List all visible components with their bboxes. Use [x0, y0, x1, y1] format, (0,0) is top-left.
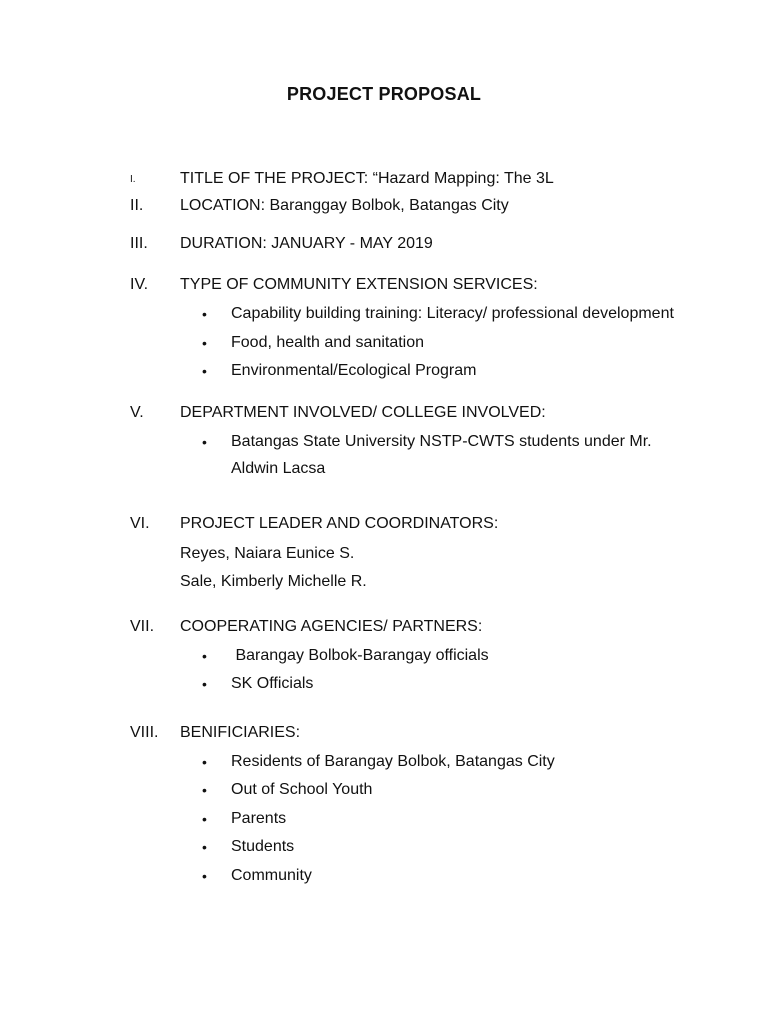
- bullet-marker: •: [202, 306, 207, 322]
- section-numeral-3: III.: [130, 235, 148, 252]
- section-heading-3: DURATION: JANUARY - MAY 2019: [180, 235, 433, 252]
- list-item: Food, health and sanitation: [231, 334, 425, 351]
- list-item: Batangas State University NSTP-CWTS students under Mr.: [231, 433, 652, 450]
- list-item: Capability building training: Literacy/ professional development: [231, 305, 674, 322]
- list-item: Parents: [231, 810, 287, 827]
- bullet-marker: •: [202, 868, 207, 884]
- list-item: Community: [231, 867, 312, 884]
- bullet-marker: •: [202, 839, 207, 855]
- list-item: Residents of Barangay Bolbok, Batangas City: [231, 753, 555, 770]
- bullet-marker: •: [202, 754, 207, 770]
- list-item: Barangay Bolbok-Barangay officials: [231, 647, 489, 664]
- bullet-marker: •: [202, 648, 207, 664]
- section-heading-5: DEPARTMENT INVOLVED/ COLLEGE INVOLVED:: [180, 404, 546, 421]
- section-heading-6: PROJECT LEADER AND COORDINATORS:: [180, 515, 499, 532]
- bullet-marker: •: [202, 811, 207, 827]
- bullet-marker: •: [202, 363, 207, 379]
- section-heading-1: TITLE OF THE PROJECT: “Hazard Mapping: The 3L: [180, 170, 554, 187]
- section-numeral-4: IV.: [130, 276, 149, 293]
- bullet-marker: •: [202, 676, 207, 692]
- section-numeral-1: I.: [130, 174, 136, 185]
- list-item: Environmental/Ecological Program: [231, 362, 477, 379]
- section-numeral-2: II.: [130, 197, 144, 214]
- section-heading-4: TYPE OF COMMUNITY EXTENSION SERVICES:: [180, 276, 538, 293]
- section-heading-7: COOPERATING AGENCIES/ PARTNERS:: [180, 618, 483, 635]
- bullet-marker: •: [202, 335, 207, 351]
- bullet-marker: •: [202, 434, 207, 450]
- list-item: Students: [231, 838, 295, 855]
- section-numeral-7: VII.: [130, 618, 155, 635]
- bullet-marker: •: [202, 782, 207, 798]
- list-item: Out of School Youth: [231, 781, 373, 798]
- coordinator-name: Reyes, Naiara Eunice S.: [180, 545, 355, 562]
- coordinator-name: Sale, Kimberly Michelle R.: [180, 573, 367, 590]
- list-item: SK Officials: [231, 675, 314, 692]
- section-numeral-8: VIII.: [130, 724, 159, 741]
- section-numeral-5: V.: [130, 404, 144, 421]
- page-title: PROJECT PROPOSAL: [286, 84, 482, 104]
- section-heading-8: BENIFICIARIES:: [180, 724, 301, 741]
- section-numeral-6: VI.: [130, 515, 150, 532]
- list-item-continuation: Aldwin Lacsa: [231, 460, 326, 477]
- section-heading-2: LOCATION: Baranggay Bolbok, Batangas City: [180, 197, 509, 214]
